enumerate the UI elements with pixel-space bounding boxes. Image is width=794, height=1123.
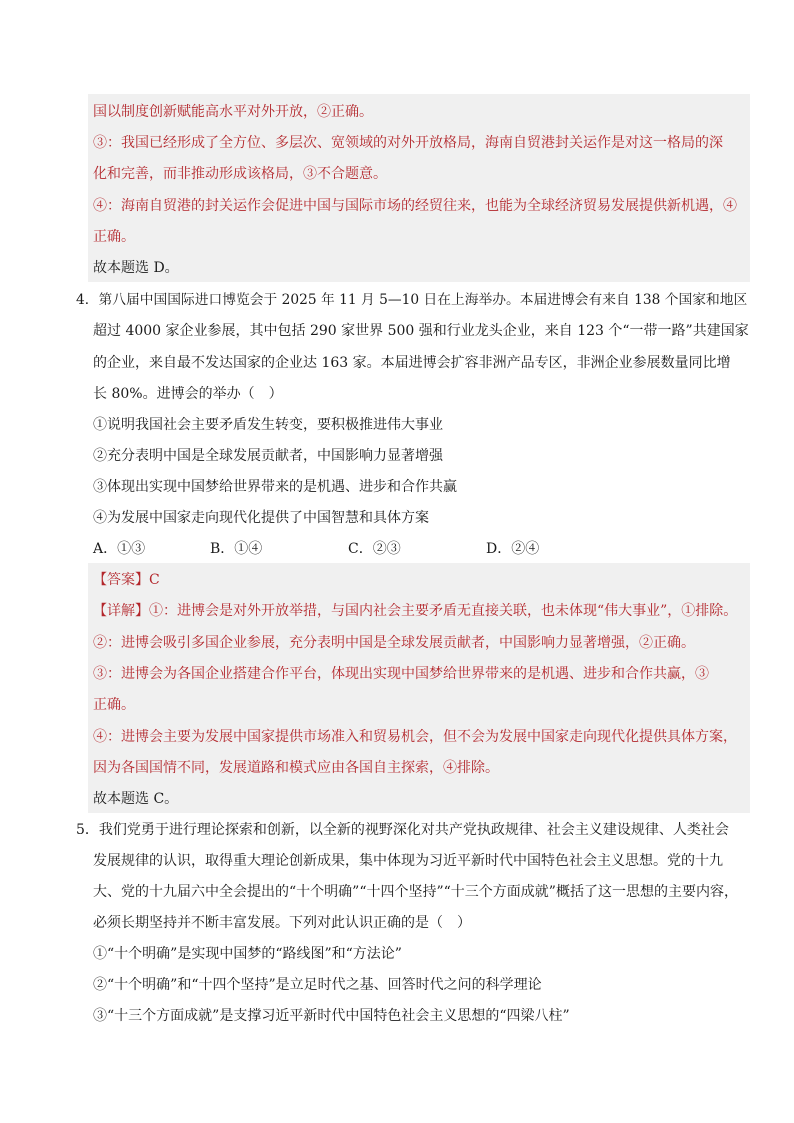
analysis-line: ④：进博会主要为发展中国家提供市场准入和贸易机会，但不会为发展中国家走向现代化提供具体方案， [93,729,737,745]
analysis-line: 正确。 [93,697,135,713]
option-c: C．②③ [348,541,401,557]
statement-item: ③“十三个方面成就”是支撑习近平新时代中国特色社会主义思想的“四梁八柱” [93,1008,570,1024]
analysis-line: ③：进博会为各国企业搭建合作平台，体现出实现中国梦给世界带来的是机遇、进步和合作共赢，③ [93,666,709,682]
question-stem-line: 长 80%。进博会的举办（ ） [93,386,283,402]
conclusion-line: 故本题选 D。 [93,260,179,276]
option-b: B．①④ [210,541,263,557]
analysis-shade-q3 [88,94,750,282]
statement-item: ①“十个明确”是实现中国梦的“路线图”和“方法论” [93,946,402,962]
analysis-line: ③：我国已经形成了全方位、多层次、宽领域的对外开放格局，海南自贸港封关运作是对这一格局的深 [93,135,723,151]
answer-line: 【答案】C [93,572,160,588]
analysis-line: 【详解】①：进博会是对外开放举措，与国内社会主要矛盾无直接关联，也未体现“伟大事业”，①排除。 [93,603,738,619]
statement-item: ④为发展中国家走向现代化提供了中国智慧和具体方案 [93,510,429,526]
option-d: D．②④ [486,541,540,557]
question-stem-line: 发展规律的认识，取得重大理论创新成果，集中体现为习近平新时代中国特色社会主义思想。党的十九 [93,853,723,869]
conclusion-line: 故本题选 C。 [93,791,179,807]
analysis-line: 正确。 [93,229,135,245]
statement-item: ②充分表明中国是全球发展贡献者，中国影响力显著增强 [93,448,443,464]
question-stem-line: 4．第八届中国国际进口博览会于 2025 年 11 月 5—10 日在上海举办。本届进博会有来自 138 个国家和地区 [76,292,748,308]
statement-item: ②“十个明确”和“十四个坚持”是立足时代之基、回答时代之问的科学理论 [93,977,542,993]
question-stem-line: 的企业，来自最不发达国家的企业达 163 家。本届进博会扩容非洲产品专区，非洲企业参展数量同比增 [93,355,731,371]
question-stem-line: 5．我们党勇于进行理论探索和创新，以全新的视野深化对共产党执政规律、社会主义建设规律、人类社会 [76,822,729,838]
analysis-line: 因为各国国情不同，发展道路和模式应由各国自主探索，④排除。 [93,760,499,776]
option-a: A．①③ [93,541,146,557]
analysis-line: 化和完善，而非推动形成该格局，③不合题意。 [93,166,387,182]
question-stem-line: 大、党的十九届六中全会提出的“十个明确”“十四个坚持”“十三个方面成就”概括了这一思想的主要内容， [93,884,738,900]
statement-item: ③体现出实现中国梦给世界带来的是机遇、进步和合作共赢 [93,479,457,495]
analysis-line: ②：进博会吸引多国企业参展，充分表明中国是全球发展贡献者，中国影响力显著增强，②正确。 [93,635,695,651]
question-stem-line: 必须长期坚持并不断丰富发展。下列对此认识正确的是（ ） [93,915,471,931]
analysis-line: ④：海南自贸港的封关运作会促进中国与国际市场的经贸往来，也能为全球经济贸易发展提供新机遇，④ [93,198,737,214]
question-stem-line: 超过 4000 家企业参展，其中包括 290 家世界 500 强和行业龙头企业，来自 123 个“一带一路”共建国家 [93,323,749,339]
analysis-line: 国以制度创新赋能高水平对外开放，②正确。 [93,104,373,120]
statement-item: ①说明我国社会主要矛盾发生转变，要积极推进伟大事业 [93,417,443,433]
